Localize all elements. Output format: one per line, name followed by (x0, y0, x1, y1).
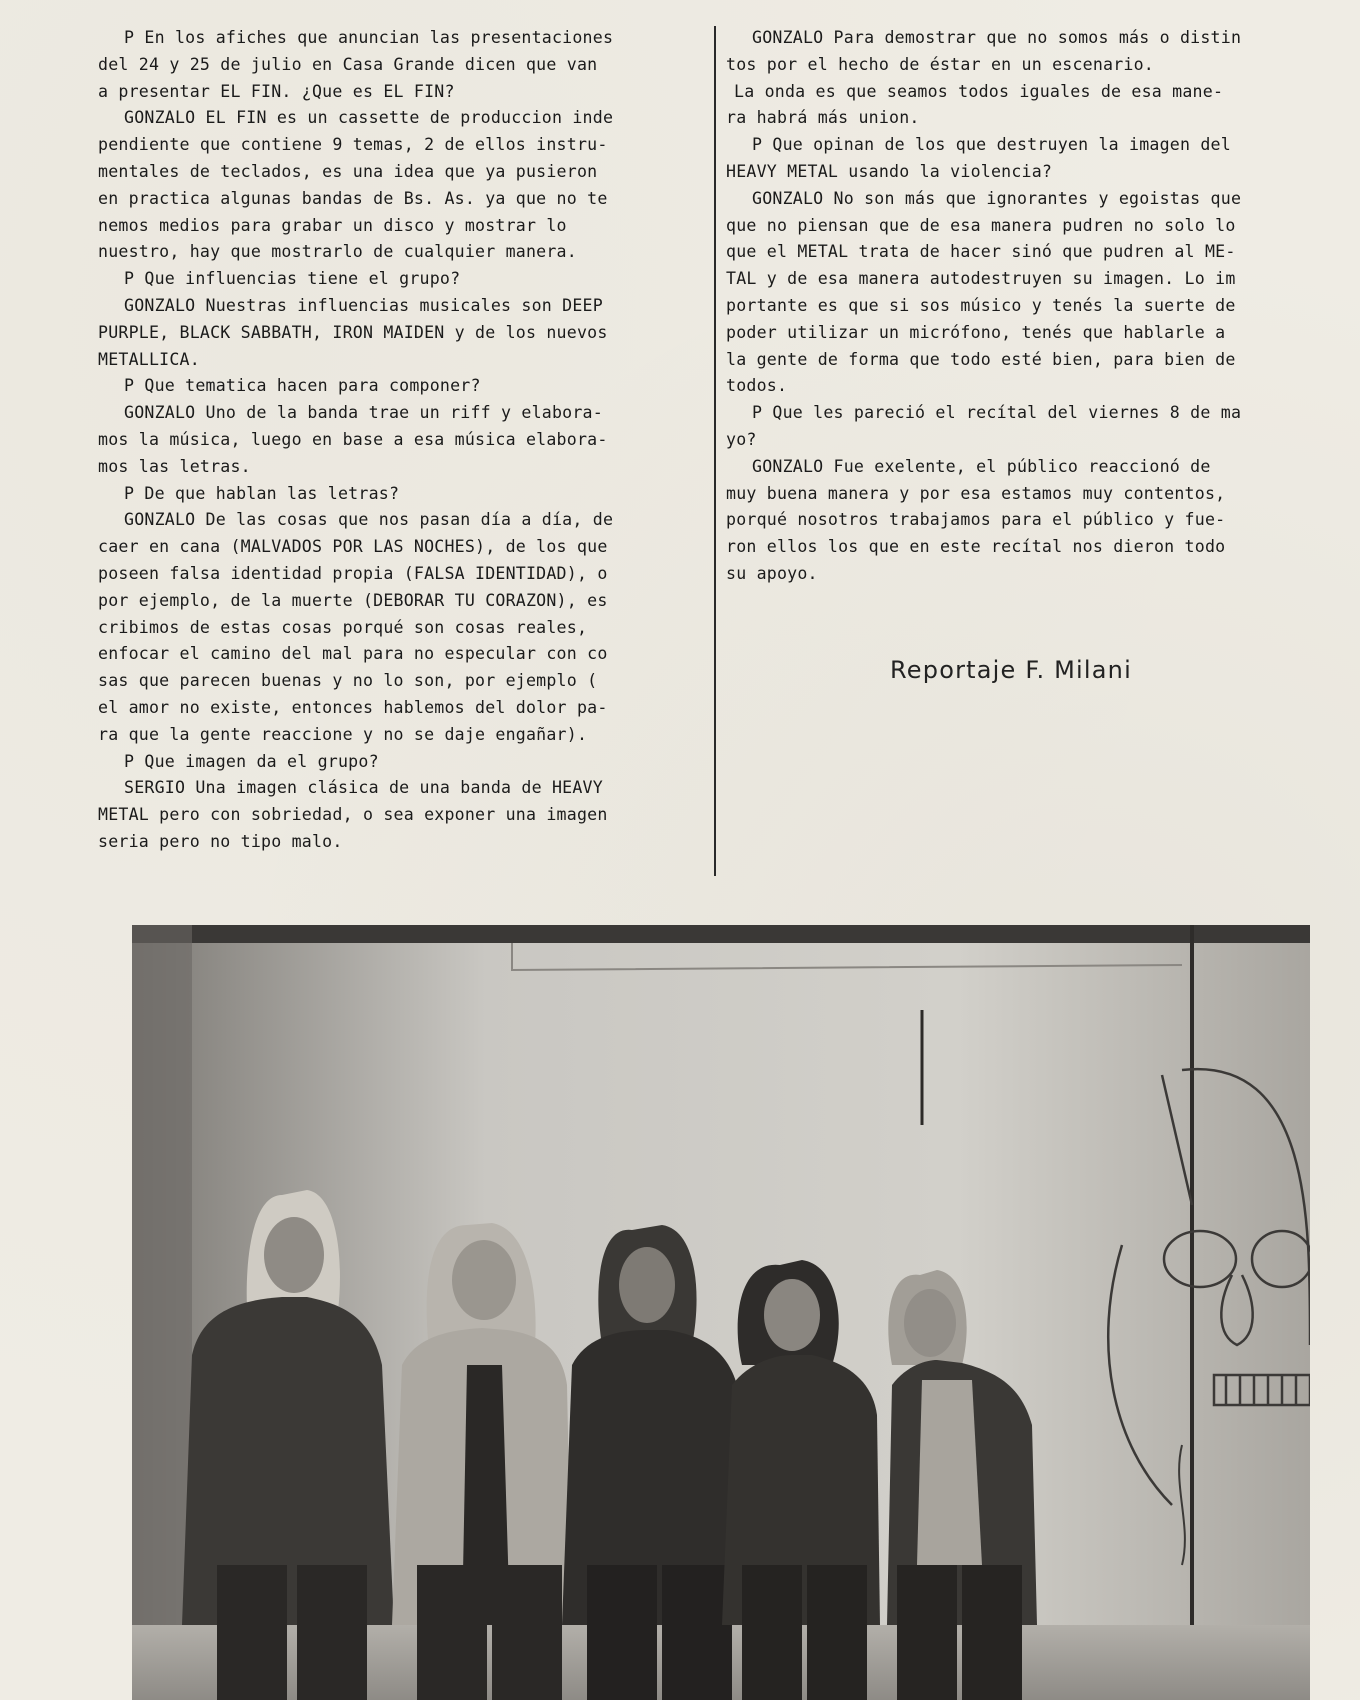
text-line: P Que opinan de los que destruyen la imagen del (752, 135, 1231, 155)
band-photo (132, 925, 1310, 1700)
text-line: GONZALO EL FIN es un cassette de produccion inde (124, 108, 614, 128)
text-line: GONZALO Nuestras influencias musicales son DEEP (124, 295, 603, 315)
text-line: cribimos de estas cosas porqué son cosas reales, (98, 617, 588, 637)
text-line: su apoyo. (726, 563, 818, 583)
text-line: enfocar el camino del mal para no especular con co (98, 644, 608, 664)
text-line: GONZALO Fue exelente, el público reaccionó de (752, 456, 1211, 476)
text-line: por ejemplo, de la muerte (DEBORAR TU CORAZON), es (98, 590, 608, 610)
text-line: yo? (726, 429, 757, 449)
text-line: poseen falsa identidad propia (FALSA IDENTIDAD), o (98, 563, 608, 583)
text-line: mos las letras. (98, 456, 251, 476)
text-line: GONZALO De las cosas que nos pasan día a día, de (124, 510, 614, 530)
column-divider (714, 26, 716, 876)
text-line: del 24 y 25 de julio en Casa Grande dicen que van (98, 54, 598, 74)
text-line: porqué nosotros trabajamos para el público y fue- (726, 510, 1226, 530)
text-line: GONZALO Para demostrar que no somos más o distin (752, 28, 1242, 47)
text-line: nemos medios para grabar un disco y mostrar lo (98, 215, 567, 235)
text-line: que no piensan que de esa manera pudren no solo lo (726, 215, 1236, 235)
text-line: sas que parecen buenas y no lo son, por ejemplo ( (98, 671, 598, 691)
article-left-column (98, 25, 710, 856)
text-line: GONZALO Uno de la banda trae un riff y elabora- (124, 403, 603, 423)
band-photo-illustration (132, 925, 1310, 1700)
text-line: P Que imagen da el grupo? (124, 751, 379, 771)
byline: Reportaje F. Milani (890, 656, 1132, 684)
text-line: ra habrá más union. (726, 108, 920, 128)
text-line: en practica algunas bandas de Bs. As. ya que no te (98, 188, 608, 208)
text-line: HEAVY METAL usando la violencia? (726, 161, 1053, 181)
text-line: La onda es que seamos todos iguales de esa mane- (734, 81, 1224, 101)
text-line: tos por el hecho de éstar en un escenario. (726, 54, 1154, 74)
text-line: a presentar EL FIN. ¿Que es EL FIN? (98, 81, 455, 101)
text-line: mos la música, luego en base a esa música elabora- (98, 429, 608, 449)
text-line: P Que influencias tiene el grupo? (124, 269, 461, 289)
text-line: METALLICA. (98, 349, 200, 369)
text-line: seria pero no tipo malo. (98, 831, 343, 851)
text-line: nuestro, hay que mostrarlo de cualquier manera. (98, 242, 577, 262)
text-line: ron ellos los que en este recítal nos dieron todo (726, 537, 1226, 557)
text-line: ra que la gente reaccione y no se daje engañar). (98, 724, 588, 744)
text-line: todos. (726, 376, 788, 396)
text-line: P De que hablan las letras? (124, 483, 400, 503)
text-line: P Que les pareció el recítal del viernes 8 de ma (752, 403, 1242, 423)
text-line: TAL y de esa manera autodestruyen su imagen. Lo im (726, 269, 1236, 289)
text-line: pendiente que contiene 9 temas, 2 de ellos instru- (98, 135, 608, 155)
text-line: poder utilizar un micrófono, tenés que hablarle a (726, 322, 1226, 342)
text-line: P Que tematica hacen para componer? (124, 376, 481, 396)
text-line: METAL pero con sobriedad, o sea exponer una imagen (98, 805, 608, 825)
text-line: PURPLE, BLACK SABBATH, IRON MAIDEN y de los nuevos (98, 322, 608, 342)
text-line: mentales de teclados, es una idea que ya pusieron (98, 161, 598, 181)
text-line: caer en cana (MALVADOS POR LAS NOCHES), de los que (98, 537, 608, 557)
text-line: SERGIO Una imagen clásica de una banda de HEAVY (124, 778, 603, 798)
text-line: P En los afiches que anuncian las presentaciones (124, 28, 614, 47)
text-line: que el METAL trata de hacer sinó que pudren al ME- (726, 242, 1236, 262)
text-line: portante es que si sos músico y tenés la suerte de (726, 295, 1236, 315)
text-line: el amor no existe, entonces hablemos del dolor pa- (98, 697, 608, 717)
text-line: muy buena manera y por esa estamos muy contentos, (726, 483, 1226, 503)
article-right-column (726, 25, 1346, 588)
text-line: GONZALO No son más que ignorantes y egoistas que (752, 188, 1242, 208)
text-line: la gente de forma que todo esté bien, para bien de (726, 349, 1236, 369)
